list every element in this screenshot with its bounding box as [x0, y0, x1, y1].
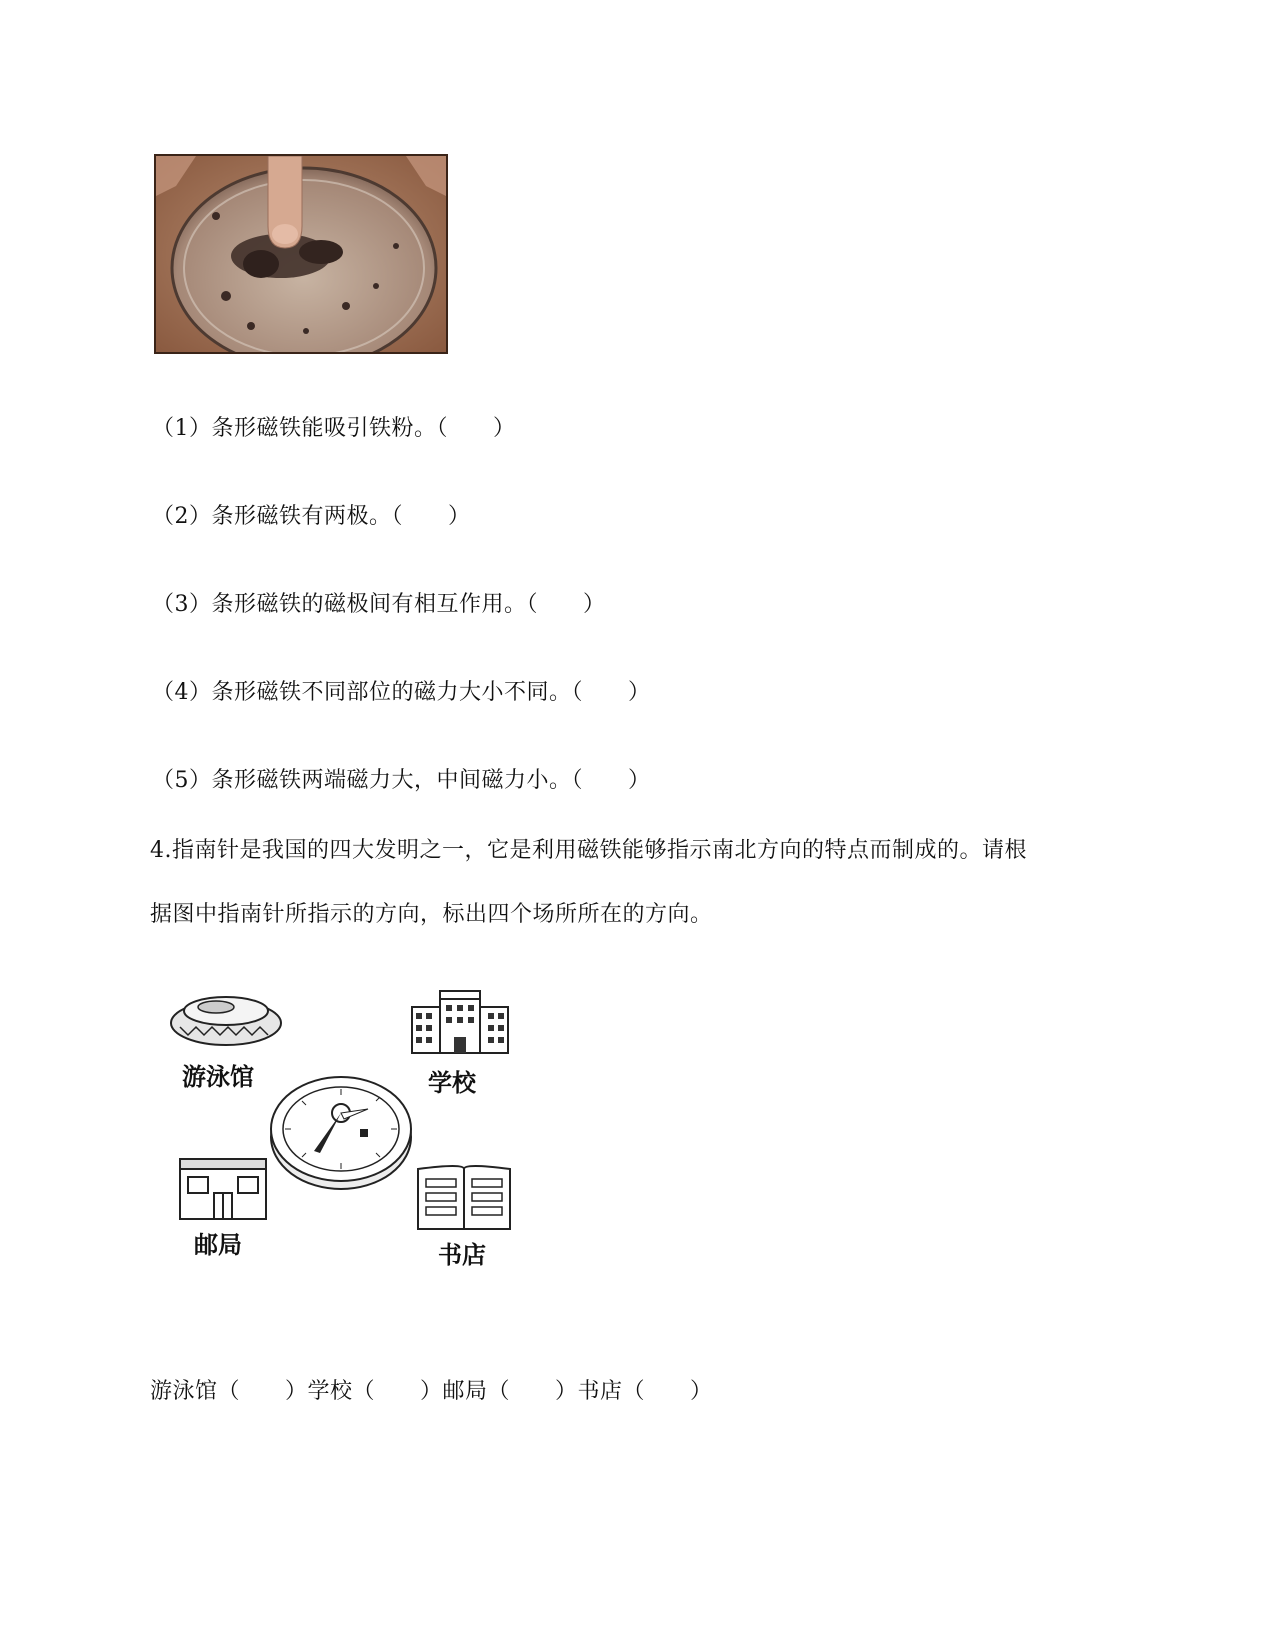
pool-label: 游泳馆: [182, 1063, 254, 1091]
bookstore-icon: [416, 1163, 512, 1231]
answer-line: 游泳馆（ ）学校（ ）邮局（ ）书店（ ）: [150, 1379, 713, 1404]
statement-2: （2）条形磁铁有两极。（ ）: [152, 504, 471, 529]
statement-4: （4）条形磁铁不同部位的磁力大小不同。（ ）: [152, 680, 651, 705]
statement-3: （3）条形磁铁的磁极间有相互作用。（ ）: [152, 592, 606, 617]
swimming-pool-icon: [168, 987, 284, 1051]
compass-icon: [266, 1065, 416, 1195]
school-label: 学校: [428, 1069, 476, 1097]
question-4-line-2: 据图中指南针所指示的方向，标出四个场所所在的方向。: [150, 902, 713, 927]
statement-1: （1）条形磁铁能吸引铁粉。（ ）: [152, 416, 516, 441]
bookstore-label: 书店: [438, 1241, 486, 1269]
post-office-icon: [178, 1153, 268, 1221]
iron-filings-photo: [154, 154, 448, 354]
statement-5: （5）条形磁铁两端磁力大，中间磁力小。（ ）: [152, 768, 651, 793]
post-office-label: 邮局: [194, 1231, 242, 1259]
question-4-line-1: 4.指南针是我国的四大发明之一，它是利用磁铁能够指示南北方向的特点而制成的。请根: [150, 838, 1027, 863]
iron-filings-dish-icon: [156, 156, 446, 352]
compass-figure: [160, 985, 550, 1325]
school-icon: [410, 985, 510, 1055]
